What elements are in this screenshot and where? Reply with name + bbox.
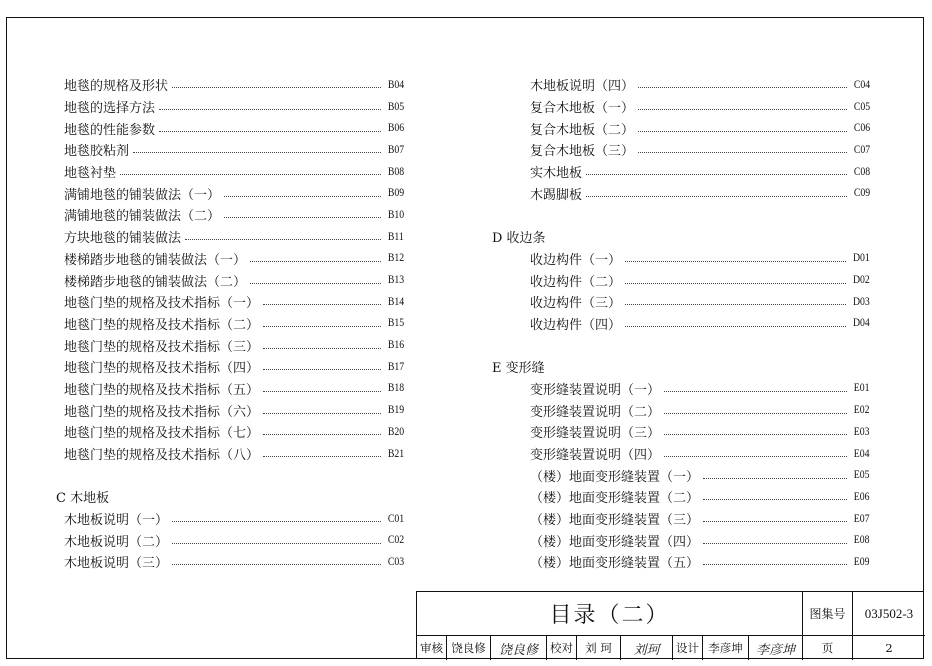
toc-entry-label: 地毯的性能参数 — [64, 122, 156, 138]
toc-entry — [530, 269, 870, 291]
page-label: 页 — [803, 636, 853, 660]
toc-entry-label: 地毯的选择方法 — [64, 101, 156, 117]
toc-right-top-list — [508, 74, 870, 204]
toc-entry-code: B14 — [387, 295, 404, 308]
toc-entry — [530, 74, 870, 96]
toc-entry-label: 复合木地板（三） — [530, 144, 635, 160]
toc-entry-label: 地毯门垫的规格及技术指标（一） — [64, 296, 260, 312]
dot-leader — [664, 434, 847, 435]
dot-leader — [172, 521, 381, 522]
toc-entry-code: E01 — [854, 382, 870, 395]
toc-entry-code: B18 — [387, 382, 404, 395]
dot-leader — [263, 434, 381, 435]
toc-entry — [530, 399, 870, 421]
toc-entry-label: 收边构件（一） — [530, 252, 622, 268]
dot-leader — [703, 564, 847, 565]
toc-entry-label: 复合木地板（二） — [530, 122, 635, 138]
toc-entry-code: B21 — [387, 447, 404, 460]
dot-leader — [664, 391, 847, 392]
toc-entry-code: C06 — [853, 122, 870, 135]
check-signature: 刘珂 — [621, 636, 673, 660]
toc-entry — [530, 421, 870, 443]
toc-entry-code: B06 — [387, 122, 404, 135]
dot-leader — [185, 239, 381, 240]
review-label: 审核 — [417, 636, 447, 660]
dot-leader — [625, 283, 846, 284]
toc-entry-code: E03 — [854, 425, 870, 438]
design-signature: 李彦坤 — [749, 636, 803, 660]
dot-leader — [664, 413, 847, 414]
toc-entry-label: 地毯胶粘剂 — [64, 144, 130, 160]
toc-entry-label: 变形缝装置说明（三） — [530, 426, 661, 442]
toc-entry — [64, 291, 404, 313]
toc-entry-code: C02 — [387, 534, 404, 547]
toc-entry-label: 收边构件（四） — [530, 317, 622, 333]
dot-leader — [224, 217, 381, 218]
toc-entry — [530, 551, 870, 573]
dot-leader — [263, 326, 381, 327]
dot-leader — [638, 152, 847, 153]
toc-entry-label: 收边构件（三） — [530, 296, 622, 312]
toc-entry-code: E02 — [854, 404, 870, 417]
toc-entry — [530, 161, 870, 183]
toc-entry-code: B05 — [387, 100, 404, 113]
toc-entry — [530, 464, 870, 486]
set-number-value: 03J502-3 — [853, 592, 925, 636]
dot-leader — [263, 413, 381, 414]
dot-leader — [263, 456, 381, 457]
toc-entry-label: （楼）地面变形缝装置（一） — [530, 469, 700, 485]
toc-entry — [530, 508, 870, 530]
check-name: 刘 珂 — [577, 636, 621, 660]
dot-leader — [638, 131, 847, 132]
toc-entry-label: （楼）地面变形缝装置（五） — [530, 556, 700, 572]
toc-entry-code: B19 — [387, 404, 404, 417]
toc-entry — [64, 161, 404, 183]
toc-entry — [530, 443, 870, 465]
toc-entry — [530, 139, 870, 161]
dot-leader — [625, 304, 846, 305]
signature-row — [417, 636, 925, 660]
title-block — [416, 591, 924, 659]
dot-leader — [664, 456, 847, 457]
toc-entry-label: 满铺地毯的铺装做法（一） — [64, 187, 221, 203]
dot-leader — [172, 87, 381, 88]
toc-entry-code: C03 — [387, 555, 404, 568]
toc-entry-code: C01 — [387, 512, 404, 525]
toc-entry — [530, 378, 870, 400]
review-signature: 饶良修 — [491, 636, 547, 660]
toc-entry — [64, 443, 404, 465]
toc-entry — [64, 117, 404, 139]
dot-leader — [638, 87, 847, 88]
dot-leader — [250, 283, 381, 284]
review-name: 饶良修 — [447, 636, 491, 660]
toc-entry-label: 方块地毯的铺装做法 — [64, 231, 182, 247]
toc-entry-code: D02 — [853, 274, 870, 287]
toc-entry-label: 地毯门垫的规格及技术指标（八） — [64, 448, 260, 464]
toc-entry-label: 变形缝装置说明（二） — [530, 404, 661, 420]
toc-entry-code: D04 — [853, 317, 870, 330]
toc-entry — [530, 291, 870, 313]
toc-entry — [530, 182, 870, 204]
toc-entry-code: E07 — [854, 512, 870, 525]
toc-entry-label: （楼）地面变形缝装置（四） — [530, 534, 700, 550]
toc-entry — [64, 74, 404, 96]
toc-entry-label: （楼）地面变形缝装置（二） — [530, 491, 700, 507]
toc-entry-label: 变形缝装置说明（四） — [530, 448, 661, 464]
section-d-heading: D 收边条 — [492, 231, 546, 247]
section-e-heading: E 变形缝 — [492, 361, 545, 377]
dot-leader — [159, 131, 381, 132]
toc-entry-label: 地毯门垫的规格及技术指标（二） — [64, 317, 260, 333]
toc-entry — [64, 334, 404, 356]
toc-entry-code: C04 — [853, 78, 870, 91]
toc-entry-code: E05 — [854, 469, 870, 482]
section-d-list — [508, 248, 870, 335]
toc-entry — [530, 248, 870, 270]
toc-entry — [64, 248, 404, 270]
toc-entry-label: 木地板说明（一） — [64, 513, 169, 529]
dot-leader — [224, 196, 381, 197]
toc-entry-code: E09 — [854, 555, 870, 568]
page-number: 2 — [885, 641, 893, 655]
toc-entry-label: 复合木地板（一） — [530, 101, 635, 117]
toc-entry — [64, 269, 404, 291]
toc-entry-label: 木地板说明（三） — [64, 556, 169, 572]
toc-entry — [530, 117, 870, 139]
toc-entry — [64, 313, 404, 335]
toc-entry — [64, 139, 404, 161]
toc-entry-code: E04 — [854, 447, 870, 460]
toc-entry — [64, 378, 404, 400]
toc-entry-label: 地毯门垫的规格及技术指标（五） — [64, 382, 260, 398]
toc-entry-code: C07 — [853, 143, 870, 156]
design-label: 设计 — [673, 636, 703, 660]
toc-entry — [530, 486, 870, 508]
dot-leader — [625, 261, 846, 262]
toc-entry-code: C09 — [853, 187, 870, 200]
toc-entry-label: 地毯门垫的规格及技术指标（七） — [64, 426, 260, 442]
set-number-label: 图集号 — [803, 592, 853, 636]
dot-leader — [159, 109, 381, 110]
dot-leader — [586, 174, 847, 175]
toc-entry-label: 地毯衬垫 — [64, 166, 117, 182]
toc-entry-code: C08 — [853, 165, 870, 178]
toc-entry-code: B13 — [387, 274, 404, 287]
toc-entry — [64, 182, 404, 204]
toc-entry — [64, 529, 404, 551]
toc-entry-code: B17 — [387, 360, 404, 373]
toc-entry-code: B20 — [387, 425, 404, 438]
toc-right-column — [492, 74, 870, 573]
toc-entry-code: B11 — [388, 230, 404, 243]
toc-entry — [530, 96, 870, 118]
section-e-list — [508, 378, 870, 573]
toc-entry-code: B15 — [387, 317, 404, 330]
toc-entry-label: 木踢脚板 — [530, 187, 583, 203]
toc-entry — [64, 226, 404, 248]
check-label: 校对 — [547, 636, 577, 660]
dot-leader — [703, 521, 847, 522]
toc-entry-code: B09 — [387, 187, 404, 200]
toc-entry-label: 满铺地毯的铺装做法（二） — [64, 209, 221, 225]
toc-entry-label: 地毯的规格及形状 — [64, 79, 169, 95]
toc-left-top-list — [64, 74, 404, 464]
toc-entry-code: B08 — [387, 165, 404, 178]
toc-entry — [64, 551, 404, 573]
dot-leader — [703, 543, 847, 544]
toc-entry-label: 楼梯踏步地毯的铺装做法（一） — [64, 252, 247, 268]
toc-entry-label: 楼梯踏步地毯的铺装做法（二） — [64, 274, 247, 290]
dot-leader — [638, 109, 847, 110]
toc-entry-code: B16 — [387, 339, 404, 352]
toc-entry-label: 实木地板 — [530, 166, 583, 182]
toc-entry-label: 地毯门垫的规格及技术指标（四） — [64, 361, 260, 377]
dot-leader — [703, 478, 847, 479]
section-c-list — [64, 508, 404, 573]
dot-leader — [172, 543, 381, 544]
section-c-heading: C 木地板 — [56, 491, 110, 507]
toc-entry-code: B07 — [387, 143, 404, 156]
dot-leader — [263, 391, 381, 392]
toc-entry — [530, 529, 870, 551]
toc-entry-label: （楼）地面变形缝装置（三） — [530, 513, 700, 529]
toc-entry — [530, 313, 870, 335]
dot-leader — [120, 174, 381, 175]
toc-entry-label: 变形缝装置说明（一） — [530, 382, 661, 398]
dot-leader — [586, 196, 847, 197]
toc-entry — [64, 399, 404, 421]
dot-leader — [133, 152, 381, 153]
dot-leader — [172, 564, 381, 565]
toc-entry-label: 地毯门垫的规格及技术指标（三） — [64, 339, 260, 355]
dot-leader — [625, 326, 846, 327]
toc-entry-code: D01 — [853, 252, 870, 265]
dot-leader — [703, 499, 847, 500]
toc-entry — [64, 204, 404, 226]
dot-leader — [263, 304, 381, 305]
toc-entry-code: E08 — [854, 534, 870, 547]
toc-entry-code: B10 — [387, 208, 404, 221]
toc-entry — [64, 96, 404, 118]
toc-entry-code: E06 — [854, 490, 870, 503]
toc-entry-label: 收边构件（二） — [530, 274, 622, 290]
toc-entry-code: D03 — [853, 295, 870, 308]
toc-entry-label: 木地板说明（四） — [530, 79, 635, 95]
toc-entry-code: B12 — [387, 252, 404, 265]
dot-leader — [263, 369, 381, 370]
toc-entry-label: 木地板说明（二） — [64, 534, 169, 550]
dot-leader — [250, 261, 381, 262]
toc-entry-code: B04 — [387, 78, 404, 91]
toc-entry — [64, 421, 404, 443]
page-title: 目录（二） — [417, 592, 803, 636]
toc-left-column — [56, 74, 404, 573]
toc-entry — [64, 508, 404, 530]
toc-entry-code: C05 — [853, 100, 870, 113]
dot-leader — [263, 348, 381, 349]
toc-entry-label: 地毯门垫的规格及技术指标（六） — [64, 404, 260, 420]
design-name: 李彦坤 — [703, 636, 749, 660]
toc-entry — [64, 356, 404, 378]
